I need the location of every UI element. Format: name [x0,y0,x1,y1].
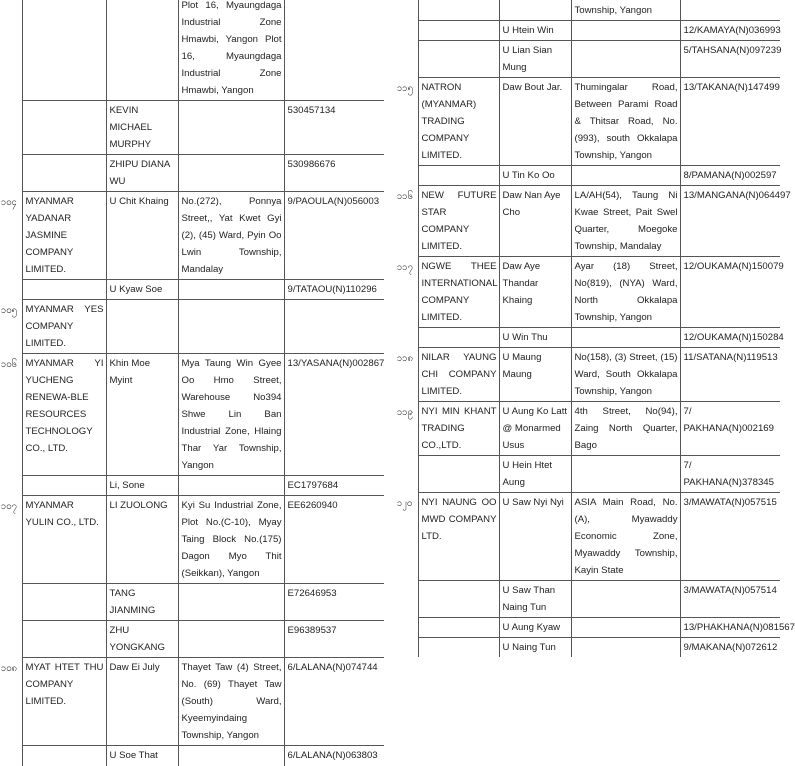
cell-company: NILAR YAUNG CHI COMPANY LIMITED. [418,348,499,402]
cell-no: ၁၁၉ [397,406,413,417]
cell-name: U Aung Ko Latt @ Monarmed Usus [499,402,571,456]
cell-reg: 9/MAKANA(N)072612 [680,638,780,658]
cell-no [396,166,418,186]
cell-name: U Chit Khaing [106,192,178,280]
cell-company: MYANMAR YULIN CO., LTD. [22,496,106,584]
cell-reg: 6/LALANA(N)063803 [284,746,384,766]
cell-company [22,155,106,192]
table-row [0,354,384,476]
table-row [396,638,780,658]
cell-name: U Maung Maung [499,348,571,402]
cell-name: Daw Nan Aye Cho [499,186,571,257]
cell-reg: 11/SATANA(N)119513 [680,348,780,402]
cell-company: MYANMAR YI YUCHENG RENEWA-BLE RESOURCES TECHNOLOGY CO., LTD. [22,354,106,476]
cell-reg: 5/TAHSANA(N)097239 [680,41,780,78]
cell-reg: 530986676 [284,155,384,192]
cell-name: Khin Moe Myint [106,354,178,476]
cell-name: U Tin Ko Oo [499,166,571,186]
cell-company: MYAT HTET THU COMPANY LIMITED. [22,658,106,746]
cell-name [106,0,178,101]
cell-no: ၁၁၇ [397,261,413,272]
cell-company [418,618,499,638]
cell-no: ၁၀၄ [1,196,17,207]
cell-no [0,101,22,155]
cell-no [0,155,22,192]
table-row [396,618,780,638]
cell-no [0,476,22,496]
cell-company [22,476,106,496]
left-table-body [0,0,384,766]
cell-reg: 530457134 [284,101,384,155]
cell-company [22,101,106,155]
cell-name: Daw Aye Thandar Khaing [499,257,571,328]
table-row [396,348,780,402]
cell-no [396,328,418,348]
cell-company [418,21,499,41]
cell-no: ၁၀၆ [1,358,17,369]
cell-address: Plot 16, Myaungdaga Industrial Zone Hmawbi, Yangon Plot 16, Myaungdaga Industrial Zone Hmawbi, Yangon [178,0,284,101]
table-row [0,280,384,300]
table-row [396,186,780,257]
cell-name: LI ZUOLONG [106,496,178,584]
cell-company [418,0,499,21]
cell-reg: E96389537 [284,621,384,658]
cell-reg [284,300,384,354]
cell-address [178,155,284,192]
cell-address: No(158), (3) Street, (15) Ward, South Okkalapa Township, Yangon [571,348,680,402]
cell-reg: 3/MAWATA(N)057515 [680,493,780,581]
cell-reg: 9/PAOULA(N)056003 [284,192,384,280]
cell-address: Ayar (18) Street, No(819), (NYA) Ward, North Okkalapa Township, Yangon [571,257,680,328]
table-row [396,78,780,166]
cell-reg: EE6260940 [284,496,384,584]
cell-address: LA/AH(54), Taung Ni Kwae Street, Pait Swel Quarter, Moegoke Township, Mandalay [571,186,680,257]
cell-name: ZHU YONGKANG [106,621,178,658]
cell-name: U Aung Kyaw [499,618,571,638]
cell-name [106,300,178,354]
cell-address [571,618,680,638]
cell-no [396,618,418,638]
cell-address [178,280,284,300]
cell-reg: E72646953 [284,584,384,621]
cell-address: Kyi Su Industrial Zone, Plot No.(C-10), Myay Taing Block No.(175) Dagon Myo Thit (Seikkan), Yangon [178,496,284,584]
cell-reg: 13/TAKANA(N)147499 [680,78,780,166]
table-row [396,493,780,581]
cell-address [571,456,680,493]
table-row [0,584,384,621]
cell-reg: 13/MANGANA(N)064497 [680,186,780,257]
cell-address [571,638,680,658]
right-column-table [396,0,795,653]
cell-reg: 12/OUKAMA(N)150284 [680,328,780,348]
cell-no [0,746,22,766]
table-row [396,166,780,186]
cell-no [396,581,418,618]
cell-reg: 13/PHAKHANA(N)081567 [680,618,780,638]
cell-name [499,0,571,21]
cell-address [571,41,680,78]
cell-company: MYANMAR YES COMPANY LIMITED. [22,300,106,354]
cell-no [396,0,418,21]
cell-address: ASIA Main Road, No. (A), Myawaddy Economic Zone, Myawaddy Township, Kayin State [571,493,680,581]
cell-address: Thayet Taw (4) Street, No. (69) Thayet Taw (South) Ward, Kyeemyindaing Township, Yangon [178,658,284,746]
cell-company: NEW FUTURE STAR COMPANY LIMITED. [418,186,499,257]
cell-address [178,101,284,155]
cell-no: ၁၀၈ [1,662,17,673]
cell-company [22,280,106,300]
table-row [0,0,384,101]
table-row [396,328,780,348]
cell-name: U Win Thu [499,328,571,348]
table-row [0,101,384,155]
cell-reg: 3/MAWATA(N)057514 [680,581,780,618]
table-row [0,658,384,746]
table-row [0,496,384,584]
cell-address: Thumingalar Road, Between Parami Road & Thitsar Road, No.(993), south Okkalapa Township, Yangon [571,78,680,166]
cell-no [396,638,418,658]
cell-reg: 9/TATAOU(N)110296 [284,280,384,300]
cell-company [22,746,106,766]
cell-reg [284,0,384,101]
cell-address [571,328,680,348]
cell-address [178,300,284,354]
cell-reg: 7/ PAKHANA(N)378345 [680,456,780,493]
cell-reg: 7/ PAKHANA(N)002169 [680,402,780,456]
cell-no: ၁၀၇ [1,500,17,511]
cell-company [418,581,499,618]
cell-company: NATRON (MYANMAR) TRADING COMPANY LIMITED. [418,78,499,166]
table-row [0,746,384,766]
table-row [396,41,780,78]
cell-name: U Saw Nyi Nyi [499,493,571,581]
cell-company: NYI MIN KHANT TRADING CO.,LTD. [418,402,499,456]
cell-name: U Htein Win [499,21,571,41]
cell-name: U Saw Than Naing Tun [499,581,571,618]
table-row [396,581,780,618]
cell-name: U Naing Tun [499,638,571,658]
cell-company: NYI NAUNG OO MWD COMPANY LTD. [418,493,499,581]
cell-address [178,476,284,496]
cell-company: NGWE THEE INTERNATIONAL COMPANY LIMITED. [418,257,499,328]
table-row [0,621,384,658]
cell-no [396,21,418,41]
cell-address [178,584,284,621]
cell-name: U Kyaw Soe [106,280,178,300]
cell-reg: EC1797684 [284,476,384,496]
cell-name: U Soe That [106,746,178,766]
cell-no [0,584,22,621]
cell-no [0,280,22,300]
right-table-body [396,0,795,657]
cell-name: TANG JIANMING [106,584,178,621]
cell-name: KEVIN MICHAEL MURPHY [106,101,178,155]
cell-address [571,166,680,186]
cell-name: Daw Bout Jar. [499,78,571,166]
cell-name: Li, Sone [106,476,178,496]
cell-address: Mya Taung Win Gyee Oo Hmo Street, Warehouse No394 Shwe Lin Ban Industrial Zone, Hlaing Thar Yar Township, Yangon [178,354,284,476]
table-row [396,456,780,493]
cell-company [418,638,499,658]
table-row [396,21,780,41]
table-row [0,155,384,192]
cell-company [22,0,106,101]
cell-reg: 12/KAMAYA(N)036993 [680,21,780,41]
cell-no: ၁၀၅ [1,304,17,315]
cell-company [418,328,499,348]
cell-no [0,0,22,101]
cell-address [178,746,284,766]
cell-no [396,456,418,493]
cell-name: Daw Ei July [106,658,178,746]
left-column-table [0,0,385,761]
cell-company: MYANMAR YADANAR JASMINE COMPANY LIMITED. [22,192,106,280]
cell-company [418,456,499,493]
cell-reg: 13/YASANA(N)002867 [284,354,384,476]
cell-address [571,581,680,618]
cell-company [418,41,499,78]
cell-company [418,166,499,186]
cell-no: ၁၁၅ [397,82,413,93]
table-row [396,402,780,456]
cell-company [22,621,106,658]
cell-no: ၁၁၈ [397,352,413,363]
cell-address [178,621,284,658]
cell-name: U Lian Sian Mung [499,41,571,78]
cell-name: ZHIPU DIANA WU [106,155,178,192]
cell-no [396,41,418,78]
cell-address: Township, Yangon [571,0,680,21]
cell-reg [680,0,780,21]
cell-no [0,621,22,658]
table-row [0,476,384,496]
cell-address: No.(272), Ponnya Street,, Yat Kwet Gyi (2), (45) Ward, Pyin Oo Lwin Township, Mandalay [178,192,284,280]
cell-reg: 6/LALANA(N)074744 [284,658,384,746]
cell-name: U Hein Htet Aung [499,456,571,493]
table-row [396,257,780,328]
cell-address [571,21,680,41]
table-row [396,0,780,21]
table-row [0,300,384,354]
cell-no: ၁၂၀ [397,497,413,508]
cell-reg: 8/PAMANA(N)002597 [680,166,780,186]
cell-reg: 12/OUKAMA(N)150079 [680,257,780,328]
cell-no: ၁၁၆ [397,190,413,201]
table-row [0,192,384,280]
cell-address: 4th Street, No(94), Zaing North Quarter, Bago [571,402,680,456]
cell-company [22,584,106,621]
